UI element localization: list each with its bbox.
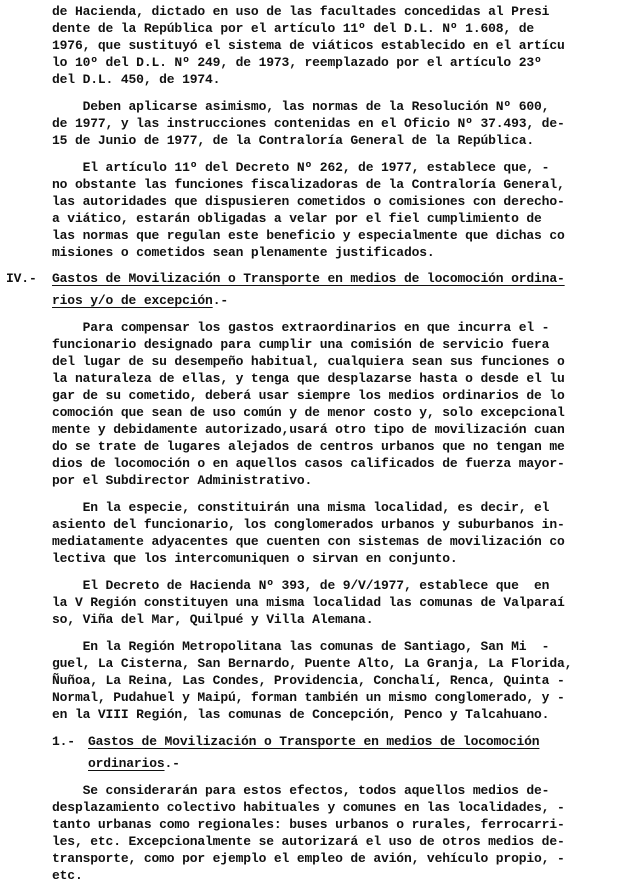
text-line: 1976, que sustituyó el sistema de viáticos establecido en el artícu: [52, 38, 565, 53]
text-line: 15 de Junio de 1977, de la Contraloría General de la República.: [52, 133, 535, 148]
text-line: mente y debidamente autorizado,usará otro tipo de movilización cuan: [52, 422, 565, 437]
text-line: funcionario designado para cumplir una comisión de servicio fuera: [52, 337, 550, 352]
text-line: En la Región Metropolitana las comunas de Santiago, San Mi -: [52, 639, 550, 654]
text-line: Ñuñoa, La Reina, Las Condes, Providencia, Conchalí, Renca, Quinta -: [52, 673, 565, 688]
section-title-suffix: .-: [212, 293, 228, 308]
text-line: del lugar de su desempeño habitual, cualquiera sean sus funciones o: [52, 354, 565, 369]
text-line: comoción que sean de uso común y de menor costo y, solo excepcional: [52, 405, 565, 420]
text-line: do se trate de lugares alejados de centros urbanos que no tengan me: [52, 439, 565, 454]
text-line: Deben aplicarse asimismo, las normas de la Resolución Nº 600,: [52, 99, 550, 114]
text-line: las normas que regulan este beneficio y especialmente que dichas co: [52, 228, 565, 243]
text-line: so, Viña del Mar, Quilpué y Villa Alemana.: [52, 612, 374, 627]
text-line: en la VIII Región, las comunas de Concepción, Penco y Talcahuano.: [52, 707, 550, 722]
text-line: a viático, estarán obligadas a velar por el fiel cumplimiento de: [52, 211, 542, 226]
text-line: etc.: [52, 868, 83, 883]
text-line: dios de locomoción o en aquellos casos calificados de fuerza mayor-: [52, 456, 565, 471]
text-line: misiones o cometidos sean plenamente justificados.: [52, 245, 435, 260]
text-line: la naturaleza de ellas, y tenga que desplazarse hasta o desde el lu: [52, 371, 565, 386]
text-line: En la especie, constituirán una misma localidad, es decir, el: [52, 500, 550, 515]
text-line: transporte, como por ejemplo el empleo de avión, vehículo propio, -: [52, 851, 565, 866]
text-line: dente de la República por el artículo 11º del D.L. Nº 1.608, de: [52, 21, 535, 36]
text-line: Se considerarán para estos efectos, todos aquellos medios de-: [52, 783, 550, 798]
section-title: [52, 271, 565, 287]
text-line: El artículo 11º del Decreto Nº 262, de 1977, establece que, -: [52, 160, 550, 175]
section-title-suffix: .-: [164, 756, 180, 771]
text-line: Para compensar los gastos extraordinarios en que incurra el -: [52, 320, 550, 335]
text-line: de Hacienda, dictado en uso de las facultades concedidas al Presi: [52, 4, 550, 19]
text-line: la V Región constituyen una misma localidad las comunas de Valparaí: [52, 595, 565, 610]
text-line: El Decreto de Hacienda Nº 393, de 9/V/1977, establece que en: [52, 578, 550, 593]
text-line: tanto urbanas como regionales: buses urbanos o rurales, ferrocarri-: [52, 817, 565, 832]
section-title-cont: [88, 756, 180, 772]
text-line: gar de su cometido, deberá usar siempre los medios ordinarios de lo: [52, 388, 565, 403]
text-line: las autoridades que dispusieren cometidos o comisiones con derecho-: [52, 194, 565, 209]
section-title: [88, 734, 539, 750]
section-title-cont: [52, 293, 228, 309]
section-title-text: Gastos de Movilización o Transporte en medios de locomoción: [88, 734, 540, 749]
text-line: les, etc. Excepcionalmente se autorizará el uso de otros medios de-: [52, 834, 565, 849]
section-title-text: rios y/o de excepción: [52, 293, 213, 308]
text-line: del D.L. 450, de 1974.: [52, 72, 221, 87]
section-number: 1.-: [52, 734, 75, 749]
text-line: asiento del funcionario, los conglomerados urbanos y suburbanos in-: [52, 517, 565, 532]
text-line: por el Subdirector Administrativo.: [52, 473, 313, 488]
section-title-text: Gastos de Movilización o Transporte en medios de locomoción ordina-: [52, 271, 565, 286]
text-line: mediatamente adyacentes que cuenten con sistemas de movilización co: [52, 534, 565, 549]
text-line: lectiva que los intercomuniquen o sirvan en conjunto.: [52, 551, 458, 566]
text-line: desplazamiento colectivo habituales y comunes en las localidades, -: [52, 800, 565, 815]
text-line: Normal, Pudahuel y Maipú, forman también un mismo conglomerado, y -: [52, 690, 565, 705]
text-line: no obstante las funciones fiscalizadoras de la Contraloría General,: [52, 177, 565, 192]
text-line: de 1977, y las instrucciones contenidas en el Oficio Nº 37.493, de-: [52, 116, 565, 131]
text-line: guel, La Cisterna, San Bernardo, Puente Alto, La Granja, La Florida,: [52, 656, 573, 671]
section-number: IV.-: [6, 271, 37, 286]
text-line: lo 10º del D.L. Nº 249, de 1973, reemplazado por el artículo 23º: [52, 55, 542, 70]
section-title-text: ordinarios: [88, 756, 165, 771]
